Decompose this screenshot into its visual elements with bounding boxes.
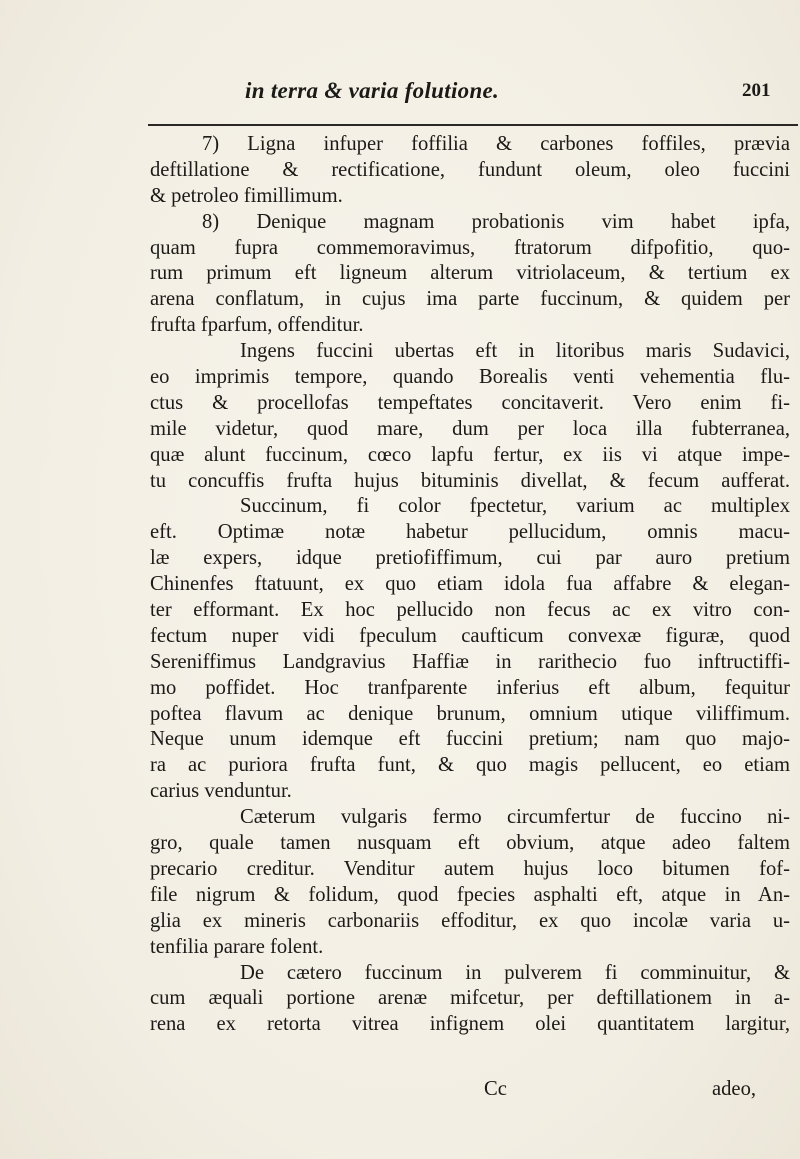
text-line: & petroleo fimillimum.	[150, 184, 343, 207]
text-line: mo poffidet. Hoc tranfparente inferius eft album, fequitur	[150, 676, 790, 699]
text-line: quæ alunt fuccinum, cœco lapfu fertur, ex iis vi atque impe-	[150, 443, 790, 466]
text-line: tu concuffis frufta hujus bituminis divellat, & fecum aufferat.	[150, 469, 790, 492]
text-line: rena ex retorta vitrea infignem olei quantitatem largitur,	[150, 1013, 790, 1036]
text-line: tenfilia parare folent.	[150, 935, 324, 958]
page-footer	[150, 1078, 790, 1104]
text-line: deftillatione & rectificatione, fundunt oleum, oleo fuccini	[150, 158, 790, 181]
text-line: file nigrum & folidum, quod fpecies asphalti eft, atque in An-	[150, 883, 790, 906]
text-line: glia ex mineris carbonariis effoditur, ex quo incolæ varia u-	[150, 909, 790, 932]
text-line: ctus & procellofas tempeftates concitaverit. Vero enim fi-	[150, 391, 790, 414]
running-title: in terra & varia folutione.	[245, 78, 500, 103]
text-line: carius venduntur.	[150, 780, 292, 803]
text-line: Chinenfes ftatuunt, ex quo etiam idola fua affabre & elegan-	[150, 573, 790, 596]
text-line: gro, quale tamen nusquam eft obvium, atque adeo faltem	[150, 832, 790, 855]
text-line: 7) Ligna infuper foffilia & carbones foffiles, prævia	[202, 133, 790, 155]
text-line: fectum nuper vidi fpeculum caufticum convexæ figuræ, quod	[150, 624, 790, 647]
text-line: frufta fparfum, offenditur.	[150, 314, 364, 337]
signature-mark: Cc	[484, 1078, 507, 1100]
text-line: 8) Denique magnam probationis vim habet ipfa,	[202, 210, 790, 233]
text-line: cum æquali portione arenæ mifcetur, per deftillationem in a-	[150, 987, 790, 1010]
page-header	[0, 78, 800, 108]
text-line: poftea flavum ac denique brunum, omnium utique viliffimum.	[150, 702, 790, 725]
text-line: rum primum eft ligneum alterum vitriolaceum, & tertium ex	[150, 262, 790, 285]
text-line: ra ac puriora frufta funt, & quo magis pellucent, eo etiam	[150, 754, 790, 777]
body-text	[150, 132, 790, 1038]
catchword: adeo,	[712, 1078, 757, 1100]
page-number: 201	[742, 80, 771, 101]
text-line: eft. Optimæ notæ habetur pellucidum, omnis macu-	[150, 521, 790, 544]
text-line: Neque unum idemque eft fuccini pretium; nam quo majo-	[150, 728, 790, 751]
text-line: precario creditur. Venditur autem hujus loco bitumen fof-	[150, 857, 790, 880]
text-line: Succinum, fi color fpectetur, varium ac multiplex	[240, 495, 790, 518]
text-line: quam fupra commemoravimus, ftratorum difpofitio, quo-	[150, 236, 790, 259]
text-line: Ingens fuccini ubertas eft in litoribus maris Sudavici,	[240, 340, 790, 363]
text-line: Sereniffimus Landgravius Haffiæ in rarithecio fuo inftructiffi-	[150, 650, 790, 673]
text-line: ter efformant. Ex hoc pellucido non fecus ac ex vitro con-	[150, 599, 790, 622]
text-line: mile videtur, quod mare, dum per loca illa fubterranea,	[150, 417, 790, 440]
text-line: arena conflatum, in cujus ima parte fuccinum, & quidem per	[150, 288, 790, 311]
text-line: Cæterum vulgaris fermo circumfertur de fuccino ni-	[240, 806, 790, 829]
text-line: læ expers, idque pretiofiffimum, cui par auro pretium	[150, 547, 790, 570]
text-line: eo imprimis tempore, quando Borealis venti vehementia flu-	[150, 366, 790, 389]
text-line: De cætero fuccinum in pulverem fi comminuitur, &	[240, 961, 790, 984]
header-rule	[148, 124, 798, 126]
